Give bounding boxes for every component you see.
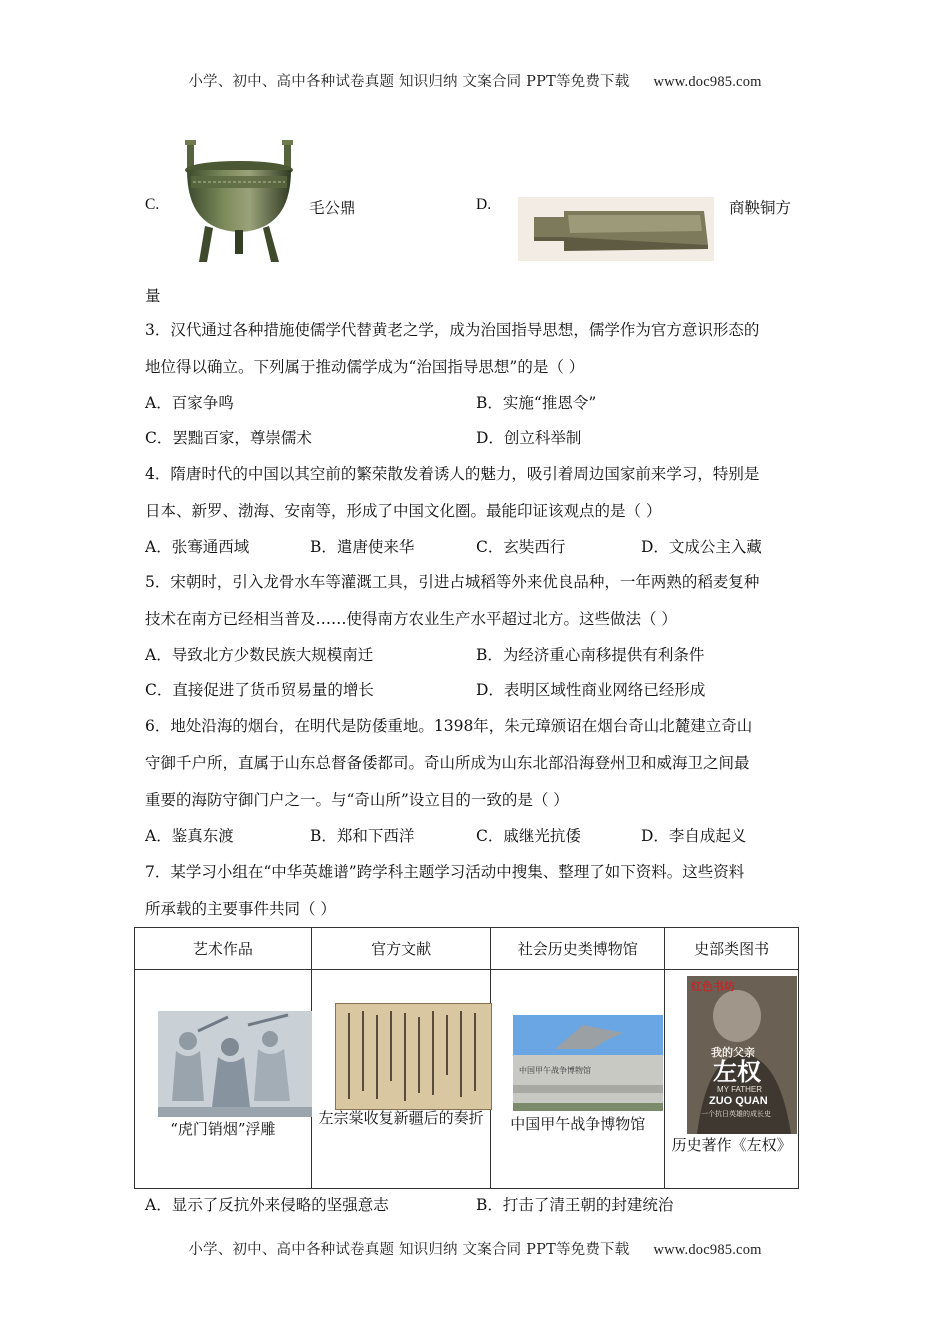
shang-yang-measure-image xyxy=(518,197,714,261)
q3-stem-line2: 地位得以确立。下列属于推动儒学成为“治国指导思想”的是（ ） xyxy=(145,358,585,376)
table-cell-art xyxy=(135,970,312,1189)
table-row xyxy=(135,970,799,1189)
q6-option-b: B．郑和下西洋 xyxy=(310,827,415,845)
q7-option-b: B．打击了清王朝的封建统治 xyxy=(476,1196,674,1214)
footer-text: 小学、初中、高中各种试卷真题 知识归纳 文案合同 PPT等免费下载 xyxy=(188,1242,630,1258)
header-text: 小学、初中、高中各种试卷真题 知识归纳 文案合同 PPT等免费下载 xyxy=(188,74,630,90)
q3-option-a: A．百家争鸣 xyxy=(145,394,234,412)
museum-sign: 中国甲午战争博物馆 xyxy=(519,1066,592,1075)
table-cell-book xyxy=(665,970,799,1189)
q6-stem-line3: 重要的海防守御门户之一。与“奇山所”设立目的一致的是（ ） xyxy=(145,791,569,809)
caption-humen: “虎门销烟”浮雕 xyxy=(170,1120,276,1138)
q4-option-a: A．张骞通西域 xyxy=(145,538,250,556)
q2-option-d-letter: D. xyxy=(476,196,492,213)
book-sub: 一个抗日英雄的成长史 xyxy=(701,1110,772,1118)
footer-site: www.doc985.com xyxy=(653,1242,762,1258)
q3-option-c: C．罢黜百家，尊崇儒术 xyxy=(145,429,312,447)
q7-option-a: A．显示了反抗外来侵略的坚强意志 xyxy=(145,1196,389,1214)
museum-photo-image xyxy=(513,1015,663,1111)
q7-materials-table xyxy=(134,927,799,1189)
zuo-quan-book-cover-image xyxy=(687,976,797,1134)
memorial-document-image xyxy=(335,1003,492,1110)
q4-stem-line1: 4．隋唐时代的中国以其空前的繁荣散发着诱人的魅力，吸引着周边国家前来学习，特别是 xyxy=(145,465,760,483)
header-site: www.doc985.com xyxy=(653,74,762,90)
q3-stem-line1: 3．汉代通过各种措施使儒学代替黄老之学，成为治国指导思想，儒学作为官方意识形态的 xyxy=(145,321,760,339)
book-series: 红色书坊 xyxy=(691,980,736,993)
humen-relief-image xyxy=(158,1011,312,1117)
q5-option-d: D．表明区域性商业网络已经形成 xyxy=(476,681,706,699)
q6-stem-line2: 守御千户所，直属于山东总督备倭都司。奇山所成为山东北部沿海登州卫和威海卫之间最 xyxy=(145,754,750,772)
q7-stem-line1: 7．某学习小组在“中华英雄谱”跨学科主题学习活动中搜集、整理了如下资料。这些资料 xyxy=(145,863,745,881)
book-title-big: 左权 xyxy=(713,1057,762,1086)
q4-stem-line2: 日本、新罗、渤海、安南等，形成了中国文化圈。最能印证该观点的是（ ） xyxy=(145,502,662,520)
q3-option-d: D．创立科举制 xyxy=(476,429,582,447)
q6-option-d: D．李自成起义 xyxy=(641,827,747,845)
q2-option-d-label-cont: 量 xyxy=(145,287,161,305)
q2-option-c-letter: C. xyxy=(145,196,160,213)
q6-option-c: C．戚继光抗倭 xyxy=(476,827,581,845)
q4-option-b: B．遣唐使来华 xyxy=(310,538,415,556)
page-header xyxy=(0,70,950,91)
q6-stem-line1: 6．地处沿海的烟台，在明代是防倭重地。1398年，朱元璋颁诏在烟台奇山北麓建立奇山 xyxy=(145,717,753,735)
q6-option-a: A．鉴真东渡 xyxy=(145,827,234,845)
q5-option-c: C．直接促进了货币贸易量的增长 xyxy=(145,681,374,699)
table-cell-museum xyxy=(491,970,665,1189)
caption-museum: 中国甲午战争博物馆 xyxy=(510,1115,646,1133)
q5-option-b: B．为经济重心南移提供有利条件 xyxy=(476,646,705,664)
table-cell-document xyxy=(311,970,491,1189)
q4-option-d: D．文成公主入藏 xyxy=(641,538,762,556)
caption-document: 左宗棠收复新疆后的奏折 xyxy=(318,1109,484,1127)
q5-stem-line2: 技术在南方已经相当普及……使得南方农业生产水平超过北方。这些做法（ ） xyxy=(145,610,677,628)
q3-option-b: B．实施“推恩令” xyxy=(476,394,597,412)
table-header-cell: 史部类图书 xyxy=(665,928,799,970)
table-header-row xyxy=(135,928,799,970)
table-header-cell: 艺术作品 xyxy=(135,928,312,970)
book-en2: ZUO QUAN xyxy=(709,1095,768,1107)
q5-stem-line1: 5．宋朝时，引入龙骨水车等灌溉工具，引进占城稻等外来优良品种，一年两熟的稻麦复种 xyxy=(145,573,760,591)
q7-stem-line2: 所承载的主要事件共同（ ） xyxy=(145,900,336,918)
mao-gong-ding-image xyxy=(183,140,295,264)
q4-option-c: C．玄奘西行 xyxy=(476,538,566,556)
page-footer xyxy=(0,1238,950,1259)
caption-book: 历史著作《左权》 xyxy=(671,1136,792,1154)
book-title-small: 我的父亲 xyxy=(711,1046,756,1059)
q2-option-d-label: 商鞅铜方 xyxy=(729,199,792,217)
book-en1: MY FATHER xyxy=(717,1085,763,1094)
table-header-cell: 官方文献 xyxy=(311,928,491,970)
table-header-cell: 社会历史类博物馆 xyxy=(491,928,665,970)
q5-option-a: A．导致北方少数民族大规模南迁 xyxy=(145,646,374,664)
q2-option-c-label: 毛公鼎 xyxy=(309,199,356,217)
